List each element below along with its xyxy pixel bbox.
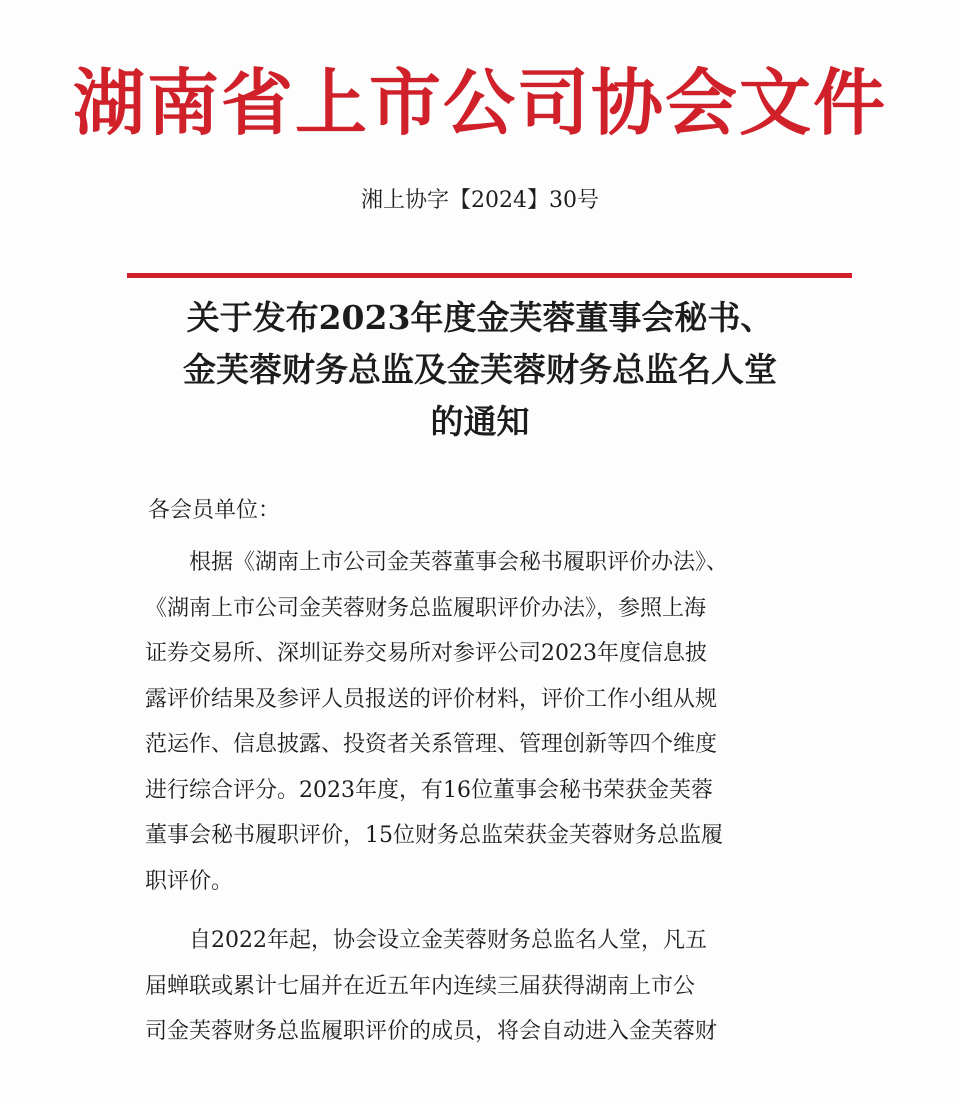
text-line: 董事会秘书履职评价，15位财务总监荣获金芙蓉财务总监履 bbox=[145, 823, 723, 848]
text-line: 证券交易所、深圳证券交易所对参评公司2023年度信息披 bbox=[145, 641, 707, 666]
document-masthead: 湖南省上市公司协会文件 bbox=[72, 60, 887, 145]
text-line: 范运作、信息披露、投资者关系管理、管理创新等四个维度 bbox=[145, 732, 718, 757]
red-divider-line bbox=[127, 273, 852, 278]
salutation: 各会员单位： bbox=[148, 498, 281, 523]
text-line: 自2022年起，协会设立金芙蓉财务总监名人堂，凡五 bbox=[145, 928, 707, 953]
paragraph-2 bbox=[145, 918, 835, 1055]
title-line: 关于发布2023年度金芙蓉董事会秘书、 bbox=[186, 298, 774, 337]
text-line: 进行综合评分。2023年度，有16位董事会秘书荣获金芙蓉 bbox=[145, 777, 713, 803]
title-line: 的通知 bbox=[430, 402, 530, 441]
document-body bbox=[145, 540, 835, 1055]
document-title bbox=[60, 292, 900, 448]
text-line: 司金芙蓉财务总监履职评价的成员，将会自动进入金芙蓉财 bbox=[145, 1019, 718, 1044]
text-line: 职评价。 bbox=[145, 868, 234, 894]
paragraph-1 bbox=[145, 540, 835, 904]
document-number: 湘上协字【2024】30号 bbox=[361, 188, 599, 213]
text-line: 届蝉联或累计七届并在近五年内连续三届获得湖南上市公 bbox=[145, 973, 696, 999]
text-line: 露评价结果及参评人员报送的评价材料，评价工作小组从规 bbox=[145, 686, 718, 712]
text-line: 根据《湖南上市公司金芙蓉董事会秘书履职评价办法》、 bbox=[145, 550, 729, 575]
title-line: 金芙蓉财务总监及金芙蓉财务总监名人堂 bbox=[183, 350, 777, 389]
text-line: 《湖南上市公司金芙蓉财务总监履职评价办法》，参照上海 bbox=[145, 595, 707, 621]
